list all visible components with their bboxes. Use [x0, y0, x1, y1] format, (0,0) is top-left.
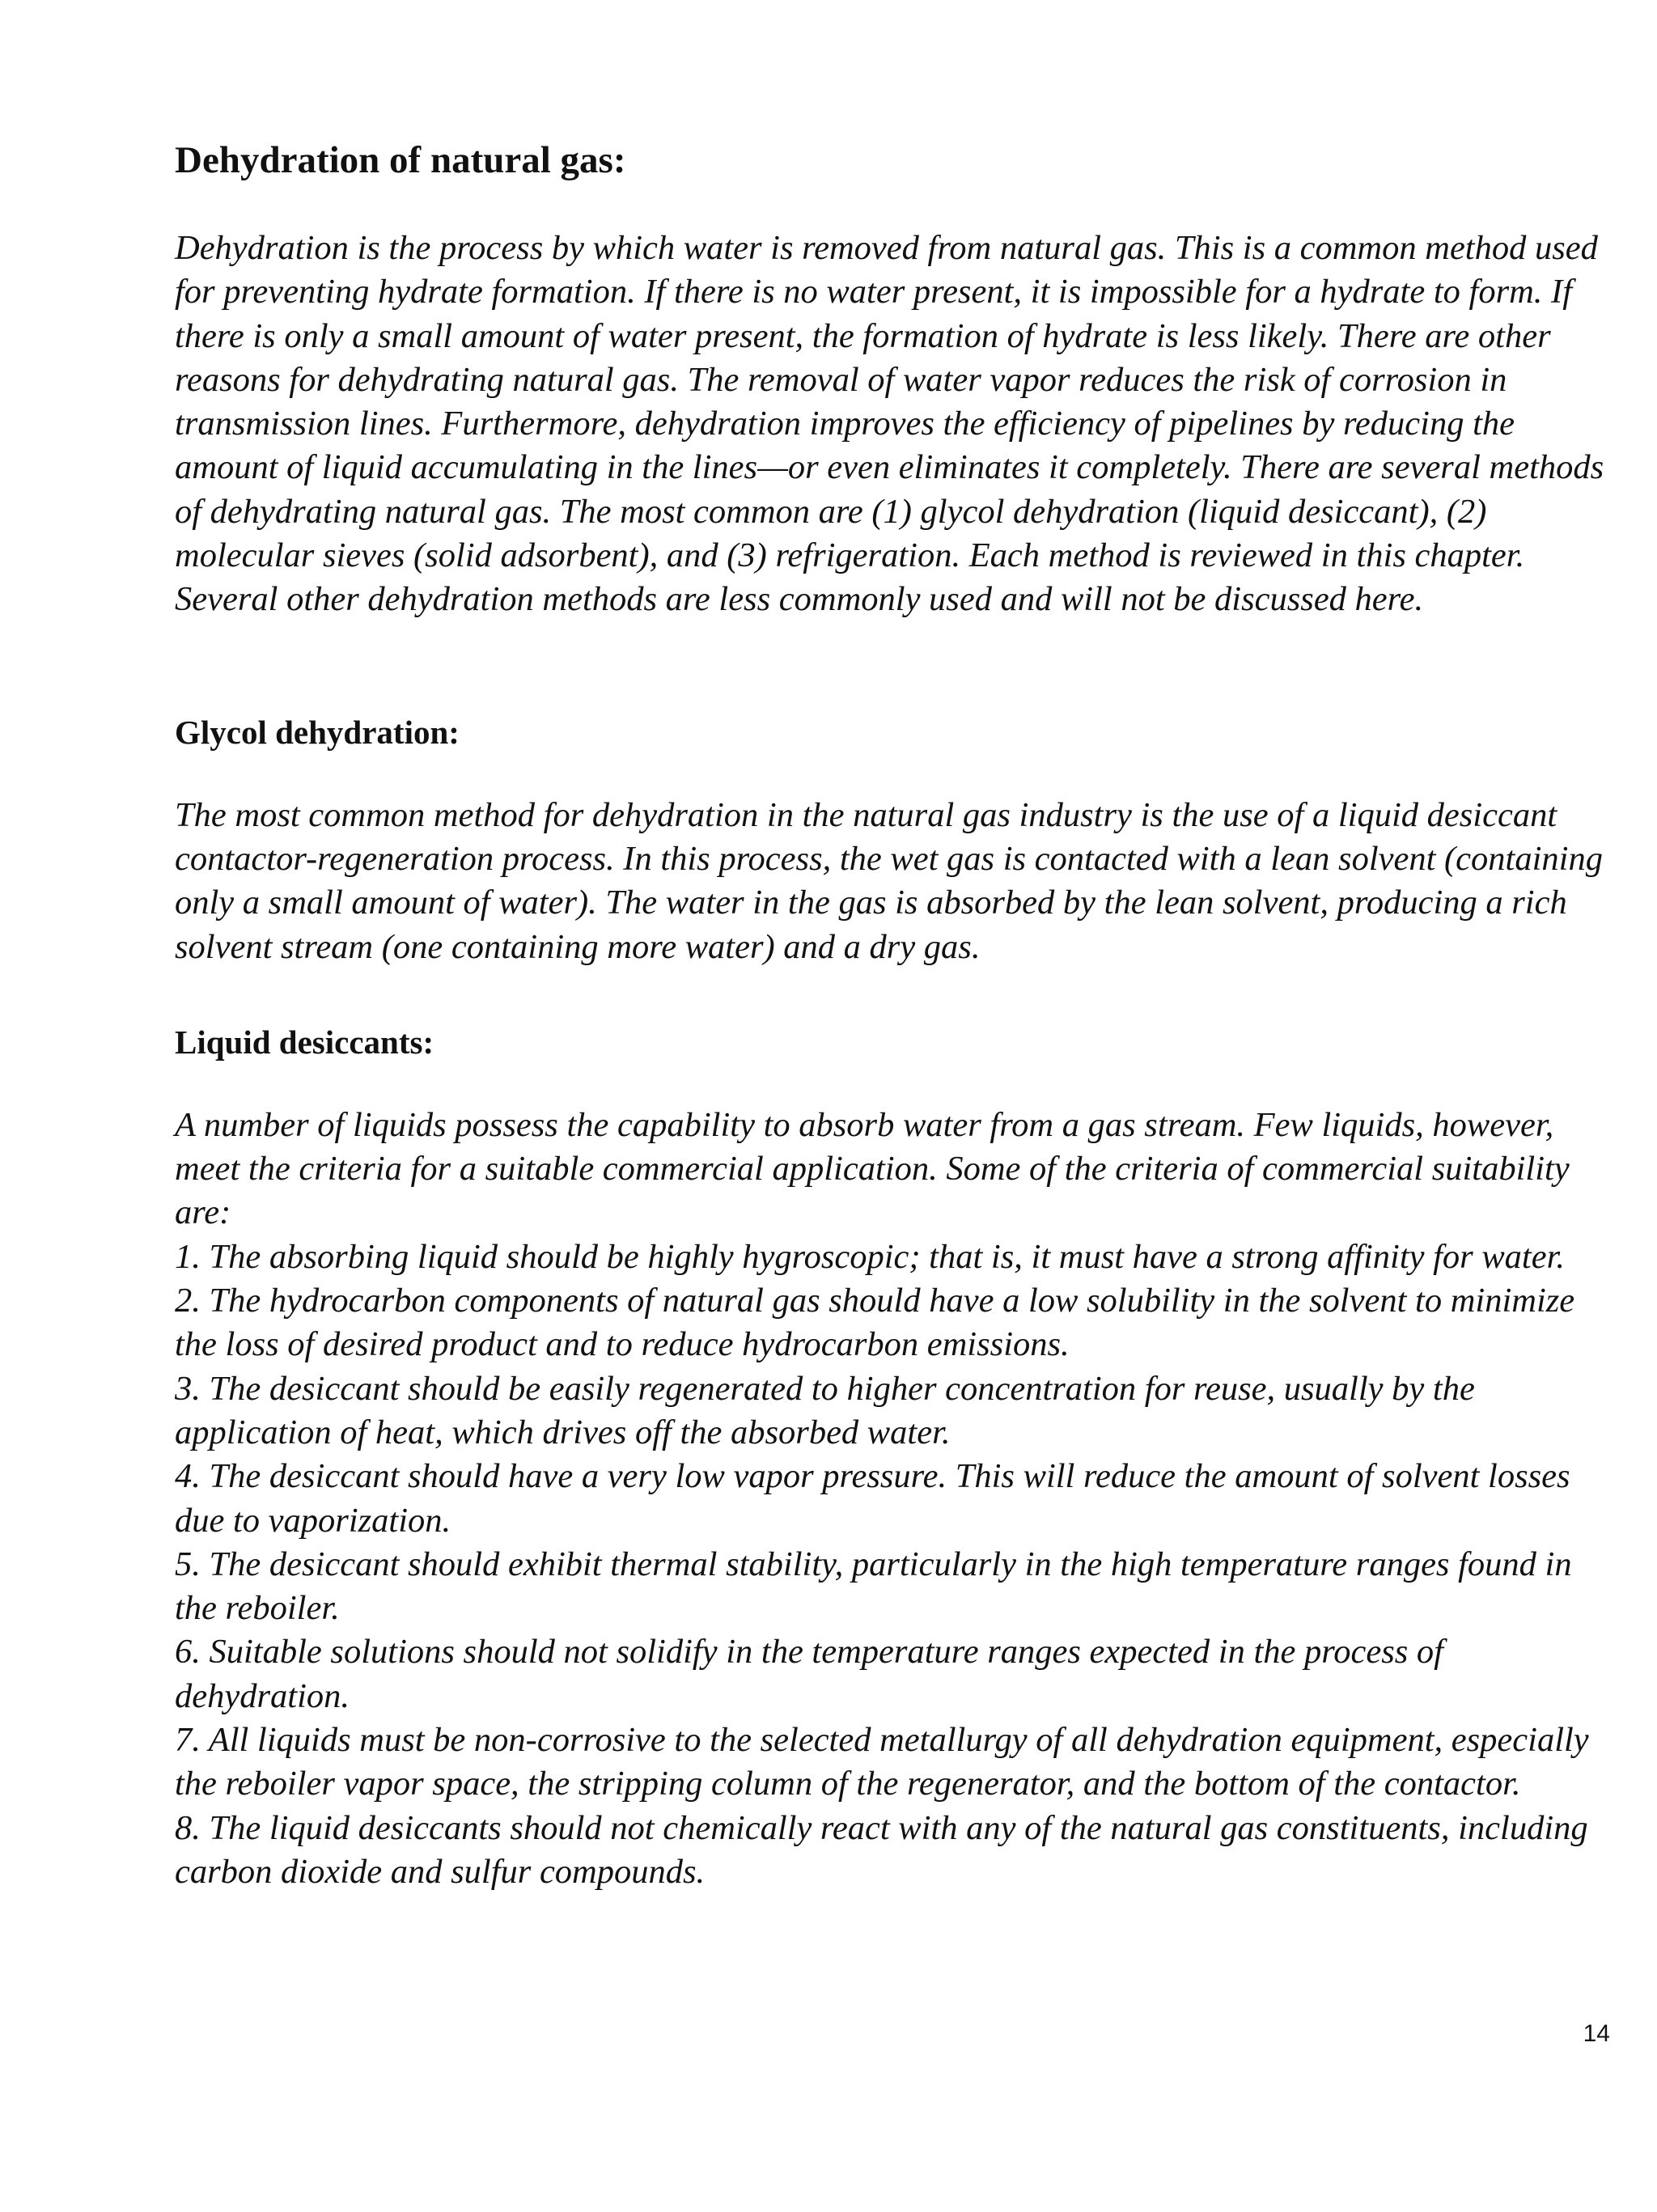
spacer: [175, 969, 1607, 1013]
spacer: [175, 761, 1607, 794]
spacer: [175, 622, 1607, 703]
criteria-item-7: 7. All liquids must be non-corrosive to the selected metallurgy of all dehydration equipment, especially the reboiler vapor space, the stripping column of the regenerator, and the bottom of the contactor.: [175, 1721, 1589, 1803]
paragraph-liquid-desiccants-intro: A number of liquids possess the capability to absorb water from a gas stream. Few liquids, however, meet the criteria for a suitable commercial application. Some of the criteria of commercial suitability are:: [175, 1105, 1570, 1232]
section-heading-glycol: Glycol dehydration:: [175, 713, 460, 751]
paragraph-dehydration: Dehydration is the process by which water is removed from natural gas. This is a common method used for preventing hydrate formation. If there is no water present, it is impossible for a hydrate to form. If there is only a small amount of water present, the formation of hydrate is less likely. There are other reasons for dehydrating natural gas. The removal of water vapor reduces the risk of corrosion in transmission lines. Furthermore, dehydration improves the efficiency of pipelines by reducing the amount of liquid accumulating in the lines—or even eliminates it completely. There are several methods of dehydrating natural gas. The most common are (1) glycol dehydration (liquid desiccant), (2) molecular sieves (solid adsorbent), and (3) refrigeration. Each method is reviewed in this chapter. Several other dehydration methods are less commonly used and will not be discussed here.: [175, 229, 1604, 619]
spacer: [175, 1071, 1607, 1104]
criteria-item-3: 3. The desiccant should be easily regenerated to higher concentration for reuse, usually by the application of heat, which drives off the absorbed water.: [175, 1369, 1475, 1451]
criteria-item-4: 4. The desiccant should have a very low vapor pressure. This will reduce the amount of solvent losses due to vaporization.: [175, 1457, 1570, 1540]
page-content: [175, 129, 1607, 1894]
criteria-item-5: 5. The desiccant should exhibit thermal stability, particularly in the high temperature ranges found in the reboiler.: [175, 1545, 1572, 1628]
paragraph-glycol: The most common method for dehydration in the natural gas industry is the use of a liquid desiccant contactor-regeneration process. In this process, the wet gas is contacted with a lean solvent (containing only a small amount of water). The water in the gas is absorbed by the lean solvent, producing a rich solvent stream (one containing more water) and a dry gas.: [175, 795, 1603, 966]
section-heading-dehydration: Dehydration of natural gas:: [175, 139, 626, 181]
criteria-list: [175, 1235, 1607, 1894]
spacer: [175, 191, 1607, 227]
criteria-item-6: 6. Suitable solutions should not solidify in the temperature ranges expected in the process of dehydration.: [175, 1633, 1443, 1715]
criteria-item-1: 1. The absorbing liquid should be highly hygroscopic; that is, it must have a strong affinity for water.: [175, 1237, 1566, 1276]
criteria-item-8: 8. The liquid desiccants should not chemically react with any of the natural gas constituents, including carbon dioxide and sulfur compounds.: [175, 1808, 1588, 1891]
section-heading-liquid-desiccants: Liquid desiccants:: [175, 1023, 434, 1061]
page-number: 14: [1583, 2020, 1610, 2047]
criteria-item-2: 2. The hydrocarbon components of natural gas should have a low solubility in the solvent to minimize the loss of desired product and to reduce hydrocarbon emissions.: [175, 1282, 1575, 1364]
